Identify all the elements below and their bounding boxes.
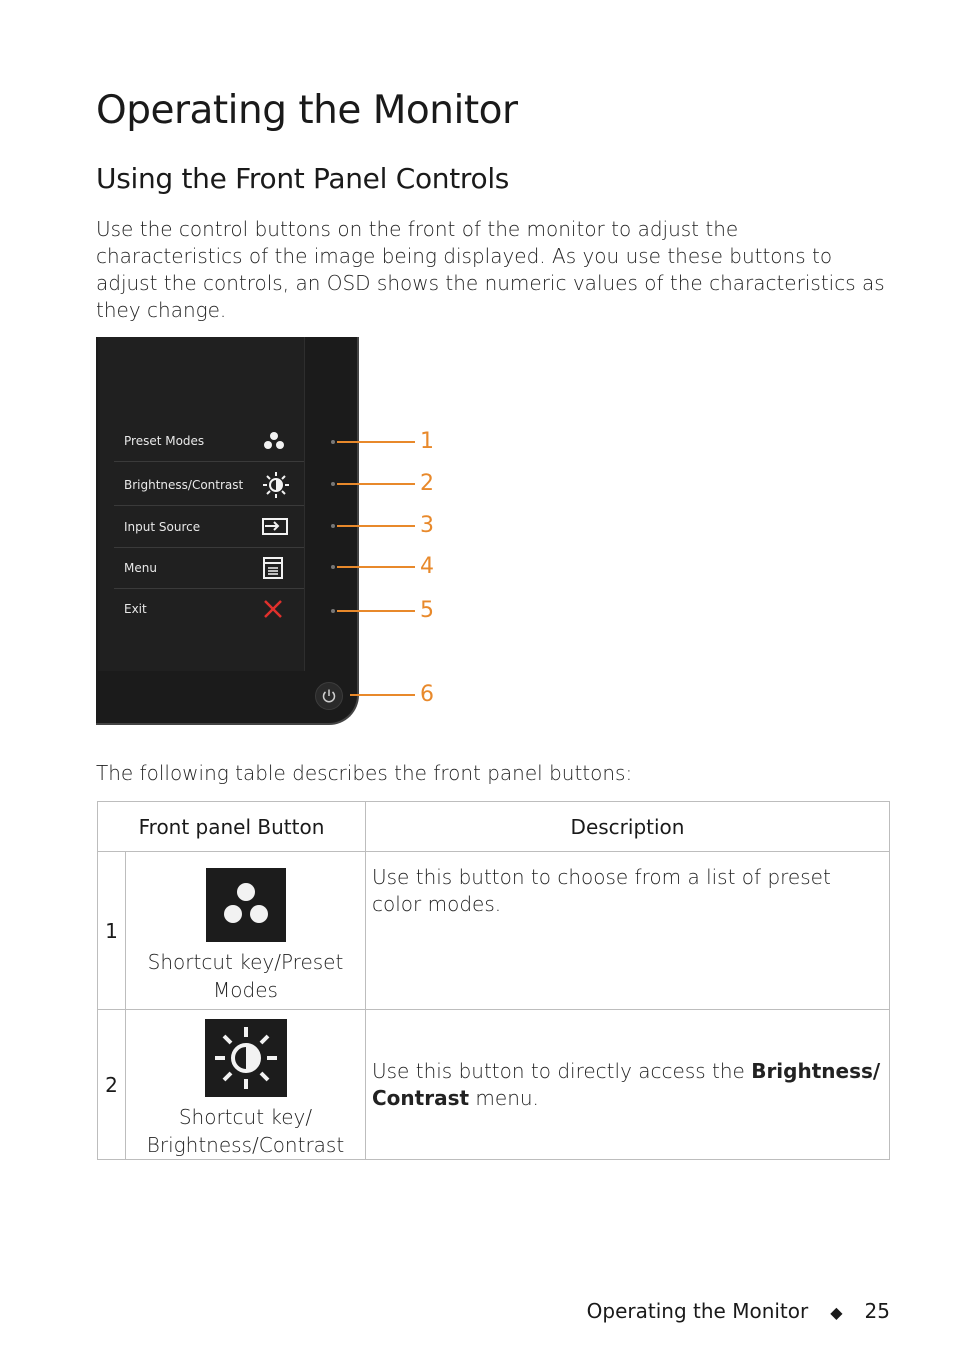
row-number: 1 bbox=[98, 852, 126, 1010]
osd-label: Exit bbox=[124, 602, 147, 616]
callout-number-3: 3 bbox=[420, 513, 434, 538]
button-dot-5[interactable] bbox=[331, 609, 335, 613]
power-button[interactable] bbox=[315, 682, 343, 710]
button-dot-3[interactable] bbox=[331, 524, 335, 528]
callout-line-1 bbox=[337, 441, 415, 443]
brightness-contrast-icon bbox=[205, 1019, 287, 1097]
button-dot-4[interactable] bbox=[331, 565, 335, 569]
header-description: Description bbox=[366, 802, 890, 852]
button-dot-2[interactable] bbox=[331, 482, 335, 486]
osd-item-brightness-contrast bbox=[114, 465, 304, 506]
description-bold: Brightness/ Contrast bbox=[372, 1059, 881, 1110]
row-button-caption-line2: Brightness/Contrast bbox=[146, 1133, 345, 1157]
input-source-icon bbox=[262, 518, 288, 536]
button-dot-1[interactable] bbox=[331, 440, 335, 444]
section-title: Using the Front Panel Controls bbox=[96, 162, 510, 195]
callout-number-5: 5 bbox=[420, 598, 434, 623]
callout-number-6: 6 bbox=[420, 682, 434, 707]
osd-item-menu bbox=[114, 548, 304, 589]
callout-line-5 bbox=[337, 610, 415, 612]
diamond-icon: ◆ bbox=[830, 1303, 843, 1322]
page-title: Operating the Monitor bbox=[96, 88, 518, 133]
callout-number-4: 4 bbox=[420, 554, 434, 579]
row-button-caption-line1: Shortcut key/ bbox=[178, 1105, 313, 1129]
row-description bbox=[366, 1010, 890, 1160]
page-footer bbox=[587, 1299, 890, 1323]
menu-icon bbox=[262, 556, 284, 580]
table-header-row bbox=[98, 802, 890, 852]
description-suffix: menu. bbox=[469, 1086, 539, 1110]
preset-modes-icon bbox=[206, 868, 286, 942]
power-icon bbox=[316, 683, 342, 709]
osd-label: Brightness/Contrast bbox=[124, 478, 244, 492]
row-number: 2 bbox=[98, 1010, 126, 1160]
description-prefix: Use this button to directly access the bbox=[372, 1059, 752, 1083]
brightness-contrast-icon bbox=[262, 471, 290, 499]
exit-icon bbox=[262, 598, 284, 620]
header-front-panel-button: Front panel Button bbox=[98, 802, 366, 852]
callout-line-2 bbox=[337, 483, 415, 485]
row-button-caption-line1: Shortcut key/Preset bbox=[147, 950, 344, 974]
preset-modes-icon bbox=[262, 430, 286, 452]
osd-item-input-source bbox=[114, 507, 304, 548]
table-row bbox=[98, 1010, 890, 1160]
intro-paragraph: Use the control buttons on the front of the monitor to adjust the characteristics of the image being displayed. As you use these buttons to adjust the controls, an OSD shows the numeric values of the characteristics as they change. bbox=[96, 217, 885, 322]
front-panel-buttons-table bbox=[97, 801, 890, 1160]
row-button-cell bbox=[126, 852, 366, 1010]
callout-line-4 bbox=[337, 566, 415, 568]
row-button-cell bbox=[126, 1010, 366, 1160]
callout-line-6 bbox=[350, 694, 415, 696]
osd-label: Preset Modes bbox=[124, 434, 205, 448]
osd-item-exit bbox=[114, 589, 304, 629]
page-number: 25 bbox=[864, 1299, 890, 1323]
callout-line-3 bbox=[337, 525, 415, 527]
osd-label: Menu bbox=[124, 561, 157, 575]
osd-screen bbox=[98, 337, 305, 671]
monitor-illustration bbox=[96, 337, 359, 725]
callout-number-1: 1 bbox=[420, 429, 434, 454]
row-description: Use this button to choose from a list of preset color modes. bbox=[366, 852, 890, 1010]
table-intro: The following table describes the front panel buttons: bbox=[96, 761, 633, 785]
callout-number-2: 2 bbox=[420, 471, 434, 496]
osd-item-preset-modes bbox=[114, 421, 304, 462]
row-button-caption-line2: Modes bbox=[213, 978, 278, 1002]
footer-title: Operating the Monitor bbox=[586, 1299, 809, 1323]
osd-label: Input Source bbox=[124, 520, 201, 534]
table-row bbox=[98, 852, 890, 1010]
